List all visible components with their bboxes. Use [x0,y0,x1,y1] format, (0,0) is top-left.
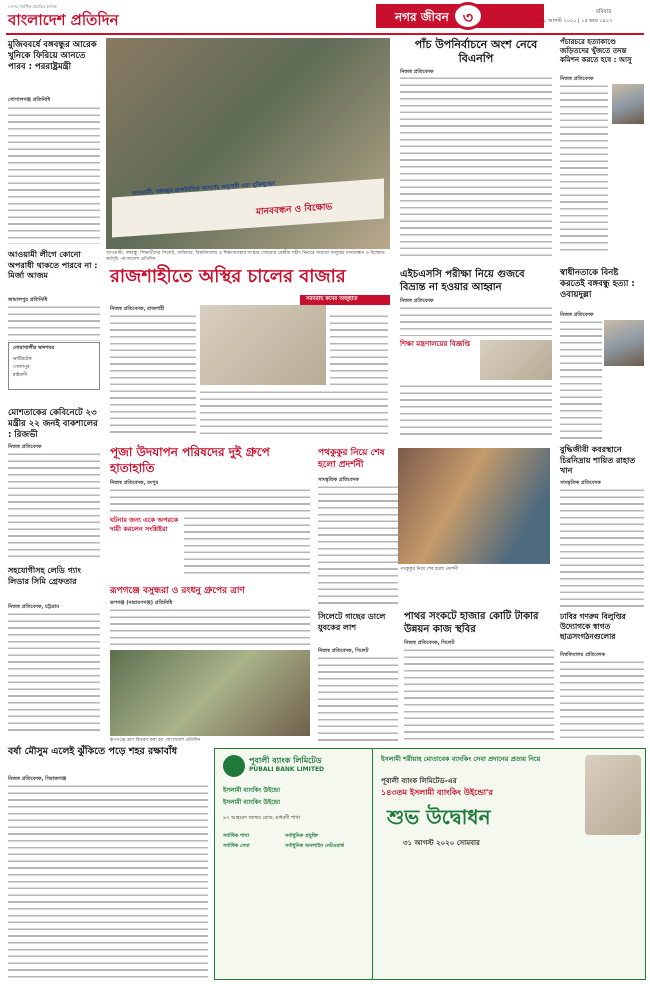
byline-a16: বিশ্ববিদ্যালয় প্রতিবেদক [560,652,606,658]
photo-human-chain [106,38,390,249]
body-a4 [8,305,100,341]
ad-left1: ইসলামী ব্যাংকিং উইন্ডো [223,787,281,794]
headline-a7: স্বাধীনতাকে বিনষ্ট করতেই বঙ্গবন্ধু হত্যা : ওবায়দুল্লা [560,268,635,300]
ad-sub: পূবালী ব্যাংক লিমিটেড-এর [381,777,457,785]
body-a3 [560,84,608,254]
photo-relief [110,650,310,736]
sub-a6: শিক্ষা মন্ত্রণালয়ের বিজ্ঞপ্তি [400,340,471,348]
headline-a6: এইচএসসি পরীক্ষা নিয়ে গুজবে বিভ্রান্ত না হওয়ার আহ্বান [400,269,525,293]
byline-a6: নিজস্ব প্রতিবেদক [400,298,434,304]
ad-building-photo [585,755,641,835]
ad-count: ১৪৩তম ইসলামী ব্যাংকিং উইন্ডো'র [381,788,493,797]
info-box-item: ভাটিরটেক [13,357,32,362]
byline-a3: নিজস্ব প্রতিবেদক [560,76,594,82]
body-a6b [400,384,552,440]
body-a10 [318,485,398,605]
sub-a9: ঘটনার জন্য একে অপরকে দায়ী করলেন সংশ্লিষ্টরা [110,516,179,533]
headline-a16: ঢাবির গণরুম বিলুপ্তির উদ্যোগকে স্বাগত ছাত্রসংগঠনগুলোর [560,612,626,641]
ad-addr: ৯৭ আহমেদ জাফর রোড, মাধবদী শাখা [223,815,301,821]
ad-shubho: শুভ উদ্বোধন [387,805,491,829]
byline-a14: নিজস্ব প্রতিবেদক, সিলেট [318,648,369,654]
byline-a4: জামালপুর প্রতিনিধি [8,297,48,303]
headline-a5: রাজশাহীতে অস্থির চালের বাজার [110,266,346,287]
body-a13 [110,608,310,648]
ad-tag3: সর্বাধুনিক প্রযুক্তি [285,833,318,839]
ad-pubali [214,748,646,980]
byline-a17: নিজস্ব প্রতিবেদক, সিরাজগঞ্জ [8,776,67,782]
headline-a4: আওয়ামী লীগে কোনো অপরাধী থাকতে পারবে না : মির্জা আজম [8,250,98,280]
info-box [8,342,100,390]
caption-c1: আওয়ামী, বঙ্গবন্ধু, শিক্ষার্থীদের সিলেট, সারিন্দার, বিশ্ববিদ্যালয় ও শিক্ষাব্যবস্থার সংস্কার সোমবার কেন্দ্রীয় শহীদ মিনারে সাধারণ মানুষের মানববন্ধন ও বিক্ষোভ কর্মসূচি -বাংলাদেশ প্রতিদিন [106,251,385,262]
photo-rice [200,305,326,385]
headline-a10: পথকুকুর নিয়ে শেষ হলো প্রদর্শনী [318,448,385,470]
headline-a1: মুজিববর্ষে বঙ্গবন্ধুর আরেক খুনিকে ফিরিয়ে আনতে পারব : পররাষ্ট্রমন্ত্রী [8,40,97,72]
photo-a6 [480,340,552,380]
ad-bank-en: PUBALI BANK LIMITED [249,766,325,773]
headline-a9: পূজা উদযাপন পরিষদের দুই গ্রুপে হাতাহাতি [110,445,270,475]
byline-a13: রূপগঞ্জ (নারায়ণগঞ্জ) প্রতিনিধি [110,600,173,606]
headline-a11: বুদ্ধিজীবী কবরস্থানে চিরনিদ্রায় শায়িত রাহাত খান [560,445,636,475]
body-a16 [560,660,644,742]
byline-a12: নিজস্ব প্রতিবেদক, চট্টগ্রাম [8,604,59,610]
byline-a7: নিজস্ব প্রতিবেদক [560,312,594,318]
masthead-date: ৩০ আগস্ট ২০২০ | ১৫ ভাদ্র ১৪২৭ [540,18,613,24]
byline-a9: নিজস্ব প্রতিবেদক, রংপুর [110,480,159,486]
masthead [0,0,650,36]
section-title: নগর জীবন [395,10,449,24]
masthead-rule [6,33,644,35]
ad-tag1: সর্বাধিক শাখা [223,833,250,839]
byline-a10: সাংস্কৃতিক প্রতিবেদক [318,477,359,483]
body-a1 [8,106,100,244]
headline-a12: সহযোগীসহ লেডি গ্যাং লিডার সিমি গ্রেফতার [8,566,81,586]
headline-a15: পাথর সংকটে হাজার কোটি টাকার উন্নয়ন কাজ স্থবির [404,611,539,635]
masthead-logo: বাংলাদেশ প্রতিদিন [8,11,119,29]
caption-c3: রূপগঞ্জে ত্রাণ বিতরণ করা হয় -বাংলাদেশ প্রতিদিন [110,738,201,743]
body-a5c [330,314,388,388]
body-a14 [318,656,398,742]
byline-a2: নিজস্ব প্রতিবেদক [400,69,434,75]
info-box-item: মাইজদী [13,373,28,378]
headline-a13: রূপগঞ্জে বসুন্ধরা ও রংধনু গ্রুপের ত্রাণ [110,586,245,596]
body-a15 [404,648,554,742]
masthead-tagline: দেশের সর্বাধিক প্রচারিত দৈনিক [8,4,57,9]
headline-a17: বর্ষা মৌসুম এলেই ঝুঁকিতে পড়ে শহর রক্ষাবাঁধ [8,746,178,757]
byline-a11: সাংস্কৃতিক প্রতিবেদক [560,480,601,486]
photo-a7-portrait [604,320,644,366]
byline-a8: নিজস্ব প্রতিবেদক [8,444,42,450]
body-a7 [560,320,602,440]
headline-a3: পঁচারচরে হত্যাকাণ্ডে জড়িতদের খুঁজতে তদন্ত কমিশন করতে হবে : আসু [560,38,632,64]
ad-headline: ইসলামী শরীয়াহ মোতাবেক ব্যাংকিং সেবা প্রদানের প্রত্যয় নিয়ে [381,755,541,763]
info-box-title: নোয়াখালীর দ্বাদশঘর [13,345,55,351]
body-a11 [560,488,644,608]
ad-tag2: সর্বাধিক সেবা [223,843,250,849]
info-box-item: গোলাপুর [13,365,30,370]
body-a8 [8,452,100,558]
body-a5b [200,390,388,438]
headline-a8: মোশতাকের কেবিনেটে ২৩ মন্ত্রীর ২২ জনই বাকশালের : রিজভী [8,408,98,440]
ad-tag4: সর্বাধুনিক অনলাইন নেটওয়ার্ক [285,843,345,849]
byline-a15: নিজস্ব প্রতিবেদক, সিলেট [404,640,455,646]
ad-bank-bn: পূবালী ব্যাংক লিমিটেড [249,756,322,765]
ad-date: ৩১ আগস্ট ২০২০ সোমবার [403,839,480,847]
byline-a5: নিজস্ব প্রতিবেদক, রাজশাহী [110,306,165,312]
ad-left-panel [215,749,373,979]
byline-a1: গোপালগঞ্জ প্রতিনিধি [8,97,51,103]
caption-c2: পথকুকুর নিয়ে শেষ হলো প্রদর্শনী [400,567,459,572]
masthead-day: রবিবার [596,9,612,15]
body-a12 [8,612,100,734]
body-a9b [184,516,310,574]
tag-a5-text: সরবরাহ কমের অজুহাত [306,296,358,302]
bank-logo-icon [223,755,245,777]
banner-text-2: আওয়ামী, বঙ্গবন্ধুর রাজনৈতিক আদর্শের অনুসারী এবং মুক্তিযুদ্ধের [132,180,276,198]
page-number: ৩ [462,8,474,27]
body-a17 [8,784,208,980]
ad-left2: ইসলামী ব্যাংকিং উইন্ডো [223,799,281,806]
photo-a3-portrait [612,84,644,124]
body-a5 [110,314,196,434]
headline-a2: পাঁচ উপনির্বাচনে অংশ নেবে বিএনপি [414,38,538,65]
body-a6 [400,306,552,336]
body-a2 [400,76,552,256]
banner-text-1: মানববন্ধন ও বিক্ষোভ [256,202,333,218]
photo-exhibition [398,448,550,564]
headline-a14: সিলেটে গাছের ডালে যুবকের লাশ [318,612,386,632]
body-a9 [110,488,310,512]
